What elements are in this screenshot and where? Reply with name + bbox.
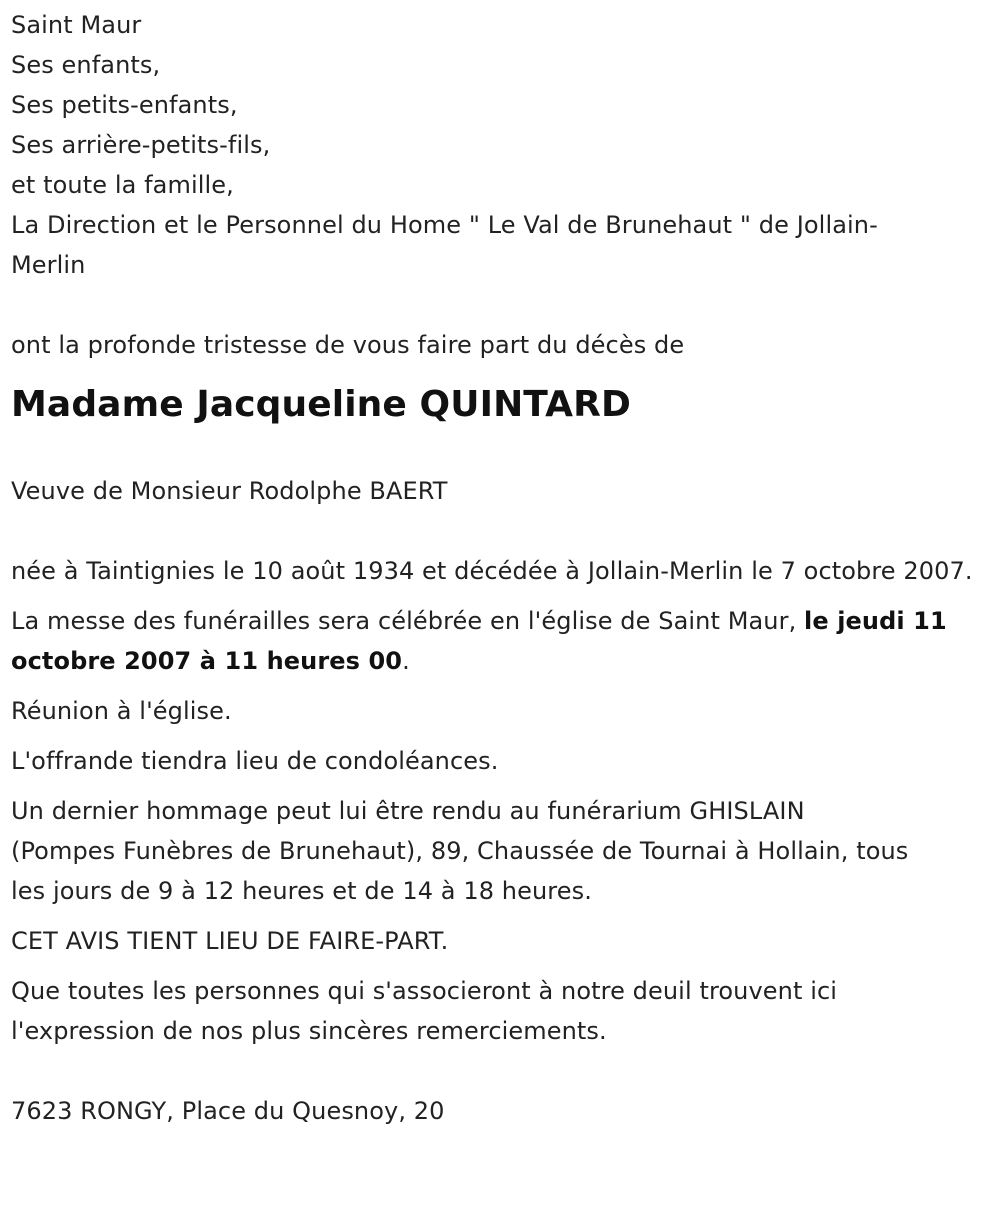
thanks-text: Que toutes les personnes qui s'associeront à notre deuil trouvent ici l'expression de nos plus sincères remerciements. [11,977,838,1045]
obituary-notice [11,5,986,1131]
funeral-end: . [402,647,410,675]
family-line: Saint Maur [11,11,142,39]
family-line: Merlin [11,251,86,279]
deceased-name: Madame Jacqueline QUINTARD [11,384,631,425]
birth-death-text: née à Taintignies le 10 août 1934 et décédée à Jollain-Merlin le 7 octobre 2007. [11,557,973,585]
announcement-text: ont la profonde tristesse de vous faire part du décès de [11,331,685,359]
spacer [11,1061,986,1091]
meeting-text: Réunion à l'église. [11,697,232,725]
spacer [11,285,986,325]
funeral-text: La messe des funérailles sera célébrée en l'église de Saint Maur, [11,607,805,635]
notice-text: CET AVIS TIENT LIEU DE FAIRE-PART. [11,927,449,955]
funeral-paragraph [11,601,986,681]
family-line: Ses enfants, [11,51,161,79]
family-line: La Direction et le Personnel du Home " Le Val de Brunehaut " de Jollain- [11,211,878,239]
spacer [11,511,986,551]
widow-of-text: Veuve de Monsieur Rodolphe BAERT [11,477,448,505]
family-line: Ses petits-enfants, [11,91,238,119]
tribute-text: Un dernier hommage peut lui être rendu au funérarium GHISLAIN (Pompes Funèbres de Brunehaut), 89, Chaussée de Tournai à Hollain, tous les jours de 9 à 12 heures et de 14 à 18 heures. [11,797,909,905]
family-list [11,5,986,285]
funeral-date: le jeudi 11 octobre 2007 à 11 heures 00 [11,607,947,675]
family-line: et toute la famille, [11,171,234,199]
offering-text: L'offrande tiendra lieu de condoléances. [11,747,499,775]
family-line: Ses arrière-petits-fils, [11,131,271,159]
address-text: 7623 RONGY, Place du Quesnoy, 20 [11,1097,445,1125]
